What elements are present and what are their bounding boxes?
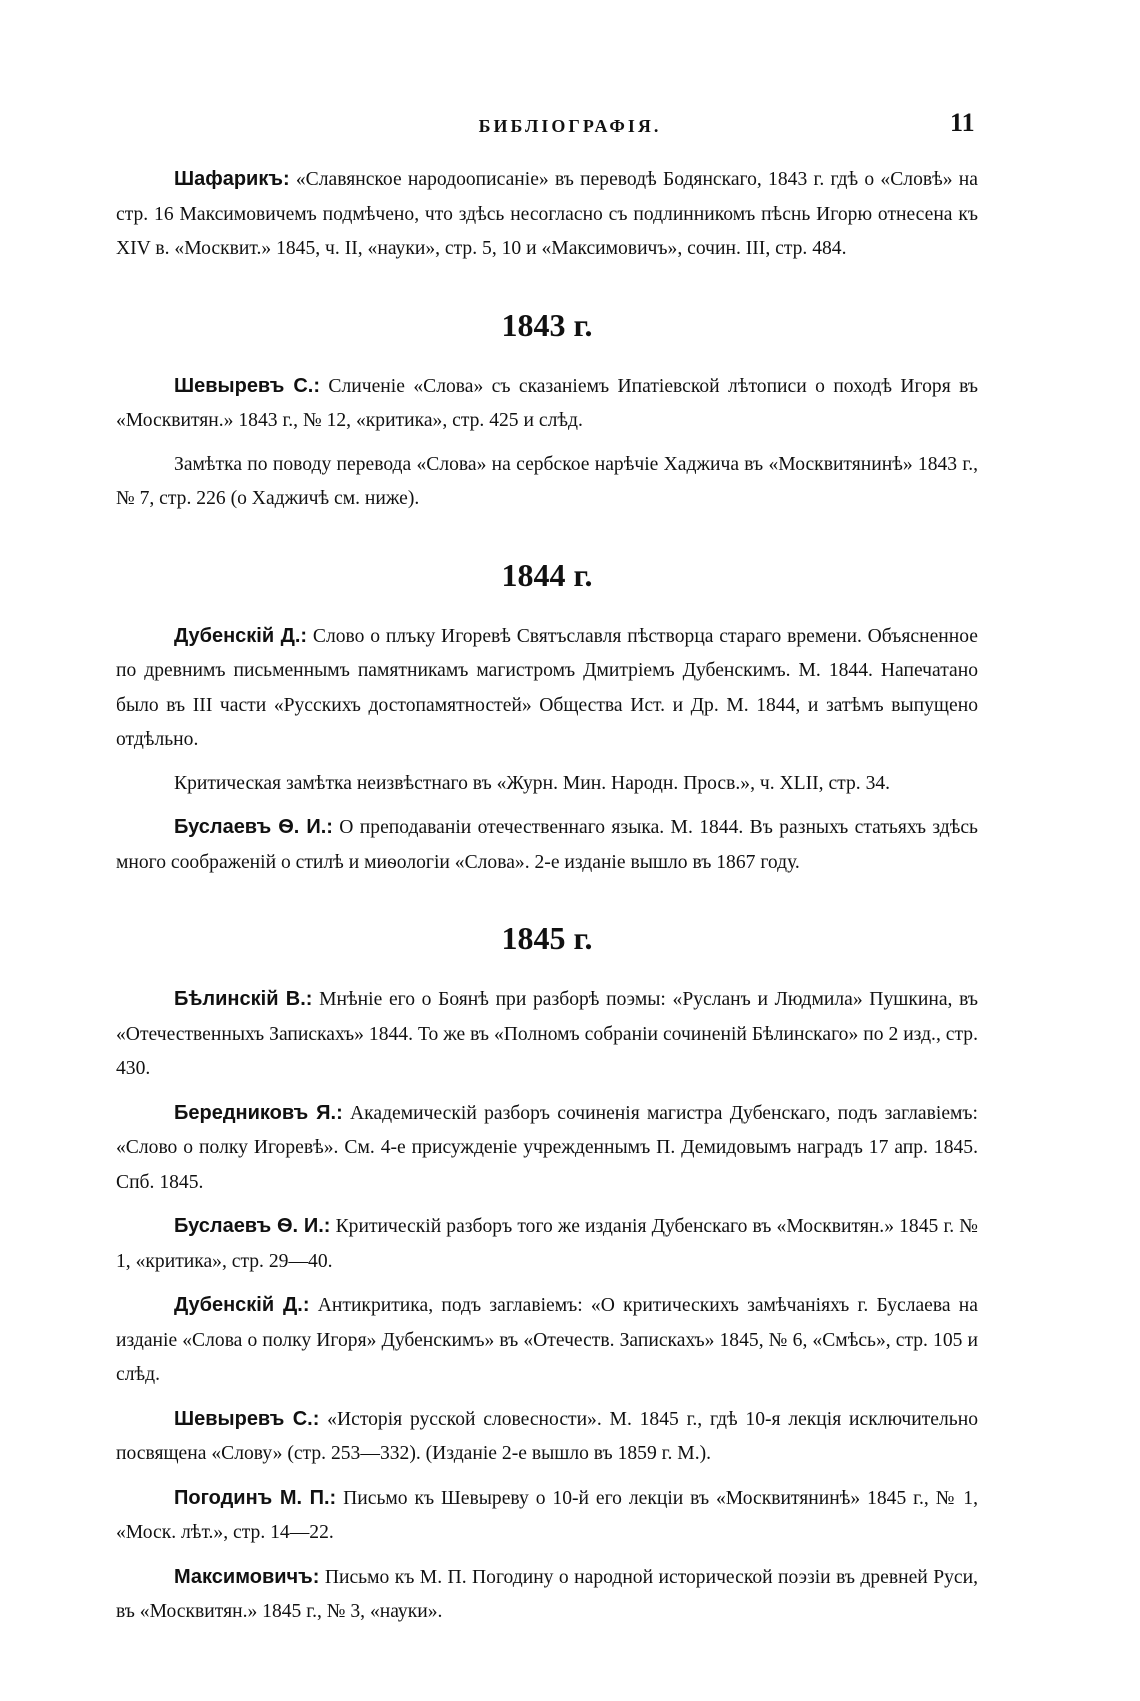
entry-text: Антикритика, подъ заглавiемъ: «О критическихъ замѣчанiяхъ г. Буслаева на изданiе «Слова о полку Игоря» Дубенскимъ» въ «Отечеств. Запискахъ» 1845, № 6, «Смѣсь», стр. 105 и слѣд. [116, 1295, 978, 1385]
entry-text: Критическiй разборъ того же изданiя Дубенскаго въ «Москвитян.» 1845 г. № 1, «критика», стр. 29—40. [116, 1216, 978, 1272]
page-content [116, 162, 978, 1639]
entry-text: Замѣтка по поводу перевода «Слова» на сербское нарѣчiе Хаджича въ «Москвитянинѣ» 1843 г., № 7, стр. 226 (о Хаджичѣ см. ниже). [116, 453, 978, 509]
bibliography-entry [116, 162, 978, 267]
year-heading-1845: 1845 г. [501, 920, 593, 956]
year-heading-1844: 1844 г. [501, 556, 593, 593]
entry-author: Бередниковъ Я.: [174, 1101, 343, 1124]
bibliography-entry [116, 1481, 978, 1551]
bibliography-entry [116, 982, 978, 1087]
entry-text: «Исторiя русской словесности». М. 1845 г., гдѣ 10-я лекцiя исключительно посвящена «Слову» (стр. 253—332). (Изданiе 2-е вышло въ 1859 г. М.). [116, 1408, 978, 1464]
bibliography-entry [116, 767, 978, 802]
entry-text: Критическая замѣтка неизвѣстнаго въ «Журн. Мин. Народн. Просв.», ч. XLII, стр. 34. [174, 772, 891, 794]
entry-text: Академическiй разборъ сочиненiя магистра Дубенскаго, подъ заглавiемъ: «Слово о полку Игоревѣ». См. 4-е присужденiе учрежденнымъ П. Демидовымъ наградъ 17 апр. 1845. Спб. 1845. [116, 1102, 978, 1193]
entry-author: Бѣлинскiй В.: [174, 988, 313, 1010]
bibliography-entry [116, 810, 978, 880]
entry-author: Максимовичъ: [174, 1565, 320, 1588]
bibliography-entry [116, 369, 978, 439]
entry-text: Слово о плъку Игоревѣ Святъславля пѣстворца стараго времени. Объясненное по древнимъ письменнымъ памятникамъ магистромъ Дмитрiемъ Дубенскимъ. М. 1844. Напечатано было въ III части «Русскихъ достопамятностей» Общества Ист. и Др. М. 1844, и затѣмъ выпущено отдѣльно. [116, 625, 978, 750]
entry-text: Сличенiе «Слова» съ сказанiемъ Ипатiевской лѣтописи о походѣ Игоря въ «Москвитян.» 1843 г., № 12, «критика», стр. 425 и слѣд. [116, 375, 978, 431]
bibliography-entry [116, 448, 978, 517]
entry-author: Шафарикъ: [174, 168, 290, 190]
entry-text: О преподаванiи отечественнаго языка. М. 1844. Въ разныхъ статьяхъ здѣсь много соображенiй о стилѣ и миѳологiи «Слова». 2-е изданiе вышло въ 1867 году. [116, 817, 978, 873]
entry-author: Дубенскiй Д.: [174, 1294, 310, 1316]
entry-text: Письмо къ Шевыреву о 10-й его лекцiи въ «Москвитянинѣ» 1845 г., № 1, «Моск. лѣт.», стр. 14—22. [116, 1487, 978, 1543]
bibliography-entry [116, 619, 978, 758]
entry-text: Письмо къ М. П. Погодину о народной исторической поэзiи въ древней Руси, въ «Москвитян.» 1845 г., № 3, «науки». [116, 1566, 978, 1622]
running-title: БИБЛIОГРАФIЯ. [478, 116, 662, 136]
entry-author: Шевыревъ С.: [174, 1407, 320, 1430]
year-heading-1843: 1843 г. [501, 306, 593, 343]
bibliography-entry [116, 1209, 978, 1279]
bibliography-entry [116, 1288, 978, 1393]
page-number: 11 [950, 108, 975, 137]
entry-author: Погодинъ М. П.: [174, 1486, 337, 1509]
bibliography-entry [116, 1560, 978, 1630]
entry-text: «Славянское народоописанiе» въ переводѣ Бодянскаго, 1843 г. гдѣ о «Словѣ» на стр. 16 Максимовичемъ подмѣчено, что здѣсь несогласно съ подлинникомъ пѣснь Игорю отнесена къ XIV в. «Москвит.» 1845, ч. II, «науки», стр. 5, 10 и «Максимовичъ», сочин. III, стр. 484. [116, 169, 978, 259]
bibliography-entry [116, 1096, 978, 1201]
entry-text: Мнѣнiе его о Боянѣ при разборѣ поэмы: «Русланъ и Людмила» Пушкина, въ «Отечественныхъ Запискахъ» 1844. То же въ «Полномъ собранiи сочиненiй Бѣлинскаго» по 2 изд., стр. 430. [116, 989, 978, 1079]
entry-author: Буслаевъ Ѳ. И.: [174, 1215, 331, 1237]
running-head [0, 108, 1140, 148]
entry-author: Дубенскiй Д.: [174, 624, 308, 647]
bibliography-entry [116, 1402, 978, 1472]
entry-author: Буслаевъ Ѳ. И.: [174, 816, 333, 838]
entry-author: Шевыревъ С.: [174, 374, 321, 397]
